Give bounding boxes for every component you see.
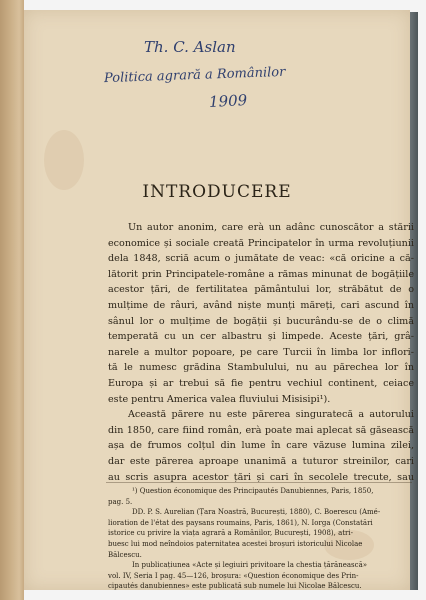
- footnote-line: buesc lui mod neîndoios paternitatea acestei broșuri istoricului Nicolae: [108, 539, 363, 548]
- footnote-line: cipautés danubiennes» este publicată sub numele lui Nicolae Bălcescu.: [108, 582, 362, 591]
- body-line: din 1850, care fiind român, erà poate mai aplecat să găsească: [108, 424, 414, 436]
- footnote-line: pag. 5.: [108, 497, 133, 506]
- paper-stain: [44, 130, 84, 190]
- body-line: sânul lor o mulțime de bogății și bucurându-se de o climă: [108, 315, 414, 327]
- body-line: așa de frumos colțul din lume în care văzuse lumina zilei,: [108, 440, 414, 452]
- body-line: mulțime de râuri, având niște munți măreți, cari ascund în: [108, 299, 414, 311]
- footnote-line: istorice cu privire la viața agrară a Românilor, București, 1908), atri-: [108, 529, 354, 538]
- body-line: dar este părerea aproape unanimă a tuturor streinilor, cari: [108, 455, 414, 467]
- handwritten-title: Politica agrară a Românilor: [103, 64, 286, 87]
- body-line: dela 1848, scriă acum o jumătate de veac: «că oricine a că-: [108, 253, 414, 265]
- chapter-title: INTRODUCERE: [142, 182, 292, 202]
- body-line: este pentru America valea fluviului Misisipi¹).: [108, 393, 331, 405]
- book-binding: [0, 0, 24, 600]
- footnote-line: vol. IV, Seria I pag. 45—126, broșura: «Question économique des Prin-: [108, 571, 359, 580]
- book-page: [24, 10, 414, 591]
- body-line: lătorit prin Principatele-române a rămas minunat de bogățiile: [108, 268, 414, 280]
- body-line: Un autor anonim, care erà un adânc cunoscător a stării: [128, 222, 414, 233]
- footnote-line: lioration de l'état des paysans roumains, Paris, 1861), N. Iorga (Constatări: [108, 518, 373, 527]
- handwritten-year: 1909: [208, 91, 248, 111]
- footnotes: [108, 486, 414, 592]
- body-line: Această părere nu este părerea singuratecă a autorului: [128, 409, 414, 421]
- body-line: acestor țări, de fertilitatea pământului lor, străbătut de o: [108, 284, 414, 296]
- body-text: [108, 220, 414, 485]
- body-line: economice și sociale creată Principatelor în urma revoluțiunii: [108, 237, 414, 249]
- body-line: temperată cu un cer albastru și limpede. Aceste țări, grâ-: [108, 331, 414, 343]
- footnote-line: ¹) Question économique des Principautés Danubiennes, Paris, 1850,: [132, 487, 374, 495]
- body-line: tă le numesc grădina Stambulului, nu au părechea lor în: [108, 362, 414, 374]
- body-line: au scris asupra acestor țări și cari în secolele trecute, sau: [108, 471, 414, 483]
- footnote-line: DD. P. S. Aurelian (Țara Noastră, București, 1880), C. Boerescu (Amé-: [132, 508, 381, 517]
- footnote-separator: [106, 482, 412, 483]
- body-line: narele a multor popoare, pe care Turcii în limba lor inflori-: [108, 346, 414, 358]
- footnote-line: In publicațiunea «Acte și legiuiri privitoare la chestia țărănească»: [132, 561, 368, 570]
- body-line: Europa și ar trebui să fie pentru vechiul continent, ceiace: [108, 377, 414, 389]
- footnote-line: Bălcescu.: [108, 550, 142, 559]
- handwritten-author: Th. C. Aslan: [144, 38, 236, 56]
